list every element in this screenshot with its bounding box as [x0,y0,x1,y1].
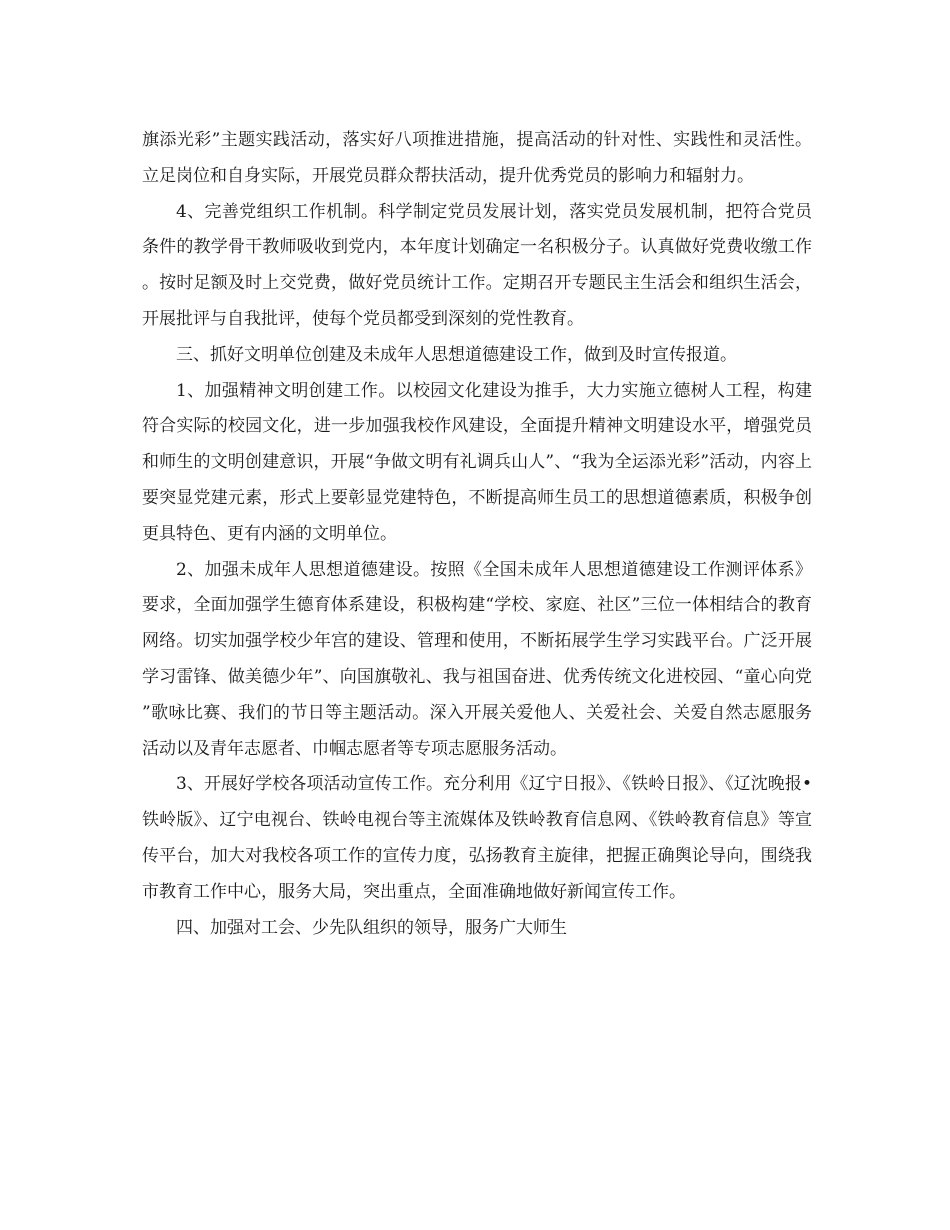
paragraph-spiritual-civilization: 1、加强精神文明创建工作。以校园文化建设为推手，大力实施立德树人工程，构建符合实际的校园文化，进一步加强我校作风建设，全面提升精神文明建设水平，增强党员和师生的文明创建意识，开展“争做文明有礼调兵山人”、“我为全运添光彩”活动，内容上要突显党建元素，形式上要彰显党建特色，不断提高师生员工的思想道德素质，积极争创更具特色、更有内涵的文明单位。 [142,380,812,544]
section-heading-union: 四、加强对工会、少先队组织的领导，服务广大师生 [176,917,567,938]
paragraph-continuation: 旗添光彩”主题实践活动，落实好八项推进措施，提高活动的针对性、实践性和灵活性。立足岗位和自身实际，开展党员群众帮扶活动，提升优秀党员的影响力和辐射力。 [142,130,812,186]
section-heading-civilization: 三、抓好文明单位创建及未成年人思想道德建设工作，做到及时宣传报道。 [176,344,737,365]
document-body [142,123,812,946]
paragraph-publicity: 3、开展好学校各项活动宣传工作。充分利用《辽宁日报》、《铁岭日报》、《辽沈晚报•铁岭版》、辽宁电视台、铁岭电视台等主流媒体及铁岭教育信息网、《铁岭教育信息》等宣传平台，加大对我校各项工作的宣传力度，弘扬教育主旋律，把握正确舆论导向，围绕我市教育工作中心，服务大局，突出重点，全面准确地做好新闻宣传工作。 [142,774,812,902]
paragraph-party-mechanism: 4、完善党组织工作机制。科学制定党员发展计划，落实党员发展机制，把符合党员条件的教学骨干教师吸收到党内，本年度计划确定一名积极分子。认真做好党费收缴工作。按时足额及时上交党费，做好党员统计工作。定期召开专题民主生活会和组织生活会，开展批评与自我批评，使每个党员都受到深刻的党性教育。 [142,201,812,329]
paragraph-minors-morality: 2、加强未成年人思想道德建设。按照《全国未成年人思想道德建设工作测评体系》要求，全面加强学生德育体系建设，积极构建“学校、家庭、社区”三位一体相结合的教育网络。切实加强学校少年宫的建设、管理和使用，不断拓展学生学习实践平台。广泛开展学习雷锋、做美德少年”、向国旗敬礼、我与祖国奋进、优秀传统文化进校园、“童心向党”歌咏比赛、我们的节日等主题活动。深入开展关爱他人、关爱社会、关爱自然志愿服务活动以及青年志愿者、巾帼志愿者等专项志愿服务活动。 [142,559,812,759]
